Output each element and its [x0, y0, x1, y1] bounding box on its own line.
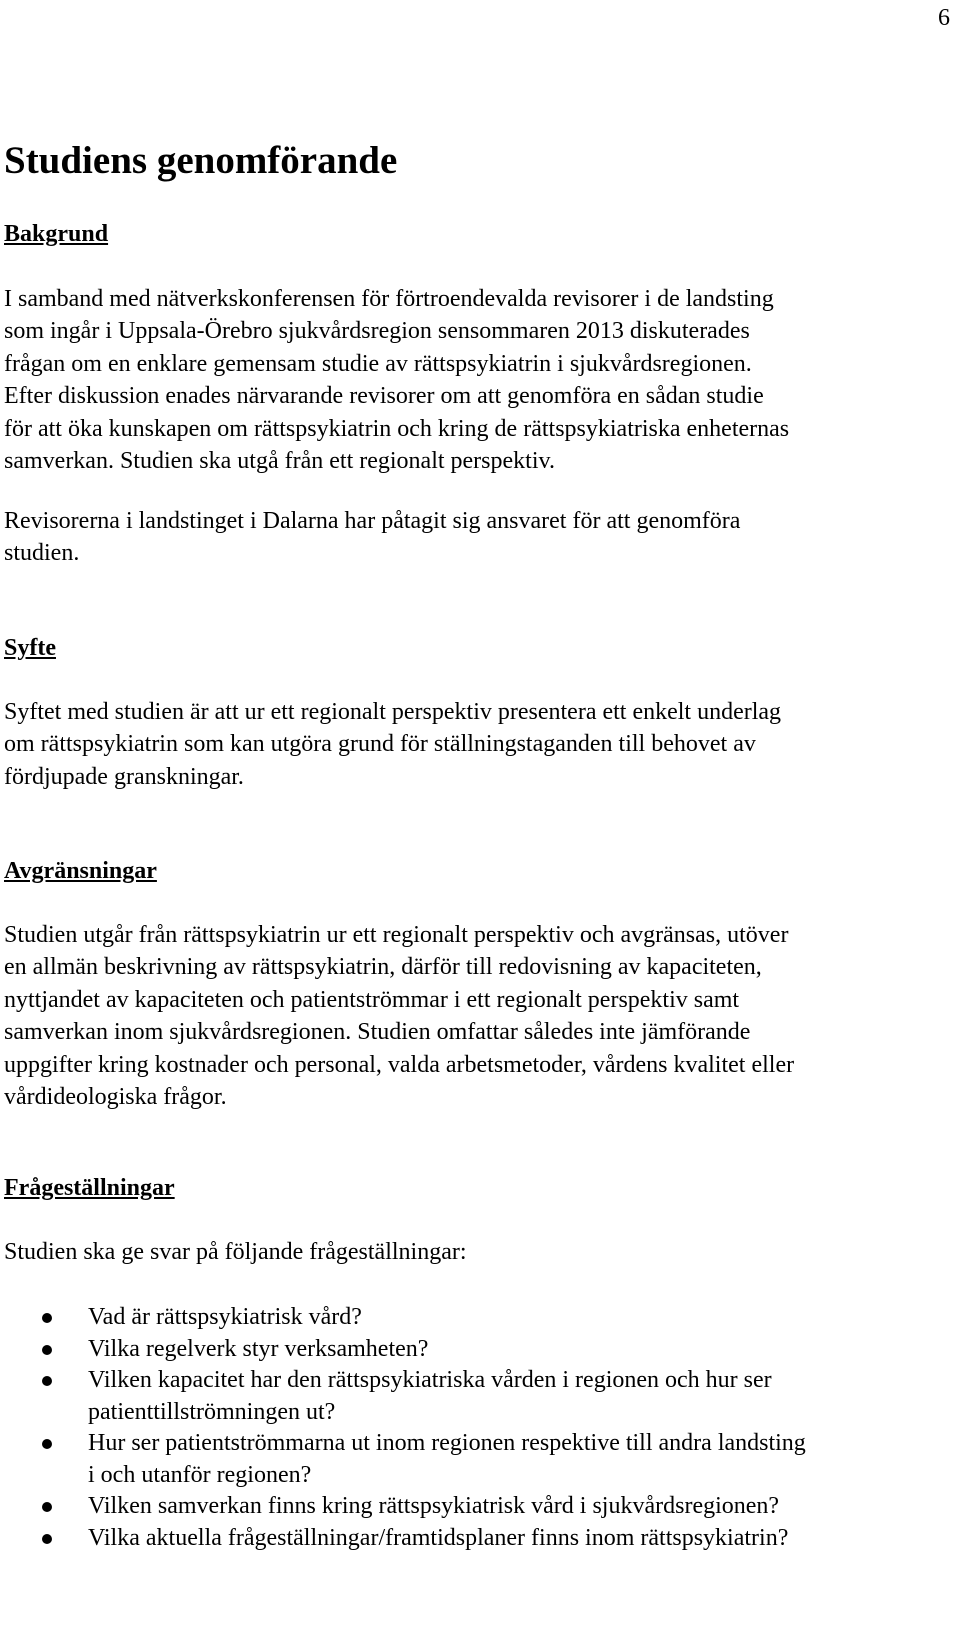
list-item-text: patienttillströmningen ut? [88, 1398, 336, 1425]
bullet-icon [42, 1376, 52, 1386]
text-line: I samband med nätverkskonferensen för förtroendevalda revisorer i de landsting [4, 286, 774, 312]
list-item-text: Vilken kapacitet har den rättspsykiatriska vården i regionen och hur ser [88, 1367, 772, 1393]
list-item-text: Vilka regelverk styr verksamheten? [88, 1335, 429, 1362]
text-line: för att öka kunskapen om rättspsykiatrin och kring de rättspsykiatriska enheternas [4, 415, 790, 442]
text-line: en allmän beskrivning av rättspsykiatrin, därför till redovisning av kapaciteten, [4, 954, 762, 981]
list-item [4, 1302, 954, 1334]
list-item [4, 1428, 954, 1491]
text-line: fördjupade granskningar. [4, 763, 244, 790]
list-item-text: Vilken samverkan finns kring rättspsykiatrisk vård i sjukvårdsregionen? [88, 1493, 780, 1519]
text-line: frågan om en enklare gemensam studie av rättspsykiatrin i sjukvårdsregionen. [4, 350, 752, 377]
bullet-icon [42, 1502, 52, 1512]
text-line: Syftet med studien är att ur ett regionalt perspektiv presentera ett enkelt underlag [4, 699, 782, 725]
heading-syfte: Syfte [4, 635, 56, 661]
text-line: studien. [4, 540, 80, 567]
text-line: nyttjandet av kapaciteten och patientströmmar i ett regionalt perspektiv samt [4, 986, 740, 1013]
paragraph-fragestallningar-intro [4, 1236, 952, 1268]
text-line: Efter diskussion enades närvarande revisorer om att genomföra en sådan studie [4, 383, 764, 410]
paragraph-avgransningar [4, 919, 952, 1113]
text-line: Studien utgår från rättspsykiatrin ur ett regionalt perspektiv och avgränsas, utöver [4, 922, 789, 948]
text-line: samverkan inom sjukvårdsregionen. Studien omfattar således inte jämförande [4, 1019, 751, 1046]
text-line: som ingår i Uppsala-Örebro sjukvårdsregion sensommaren 2013 diskuterades [4, 318, 750, 345]
list-item [4, 1365, 954, 1428]
bullet-icon [42, 1345, 52, 1355]
paragraph-bakgrund-1 [4, 283, 952, 477]
heading-fragestallningar: Frågeställningar [4, 1175, 175, 1201]
text-line: Studien ska ge svar på följande frågeställningar: [4, 1239, 467, 1265]
bullet-icon [42, 1439, 52, 1449]
bullet-icon [42, 1313, 52, 1323]
text-line: samverkan. Studien ska utgå från ett regionalt perspektiv. [4, 448, 555, 475]
page-title: Studiens genomförande [4, 139, 398, 182]
list-item-text: Hur ser patientströmmarna ut inom regionen respektive till andra landsting [88, 1430, 806, 1456]
list-item [4, 1523, 954, 1555]
list-item [4, 1491, 954, 1523]
text-line: vårdideologiska frågor. [4, 1084, 227, 1111]
list-item-text: i och utanför regionen? [88, 1461, 312, 1488]
list-item-text: Vilka aktuella frågeställningar/framtidsplaner finns inom rättspsykiatrin? [88, 1524, 789, 1551]
paragraph-syfte [4, 696, 952, 793]
list-item-text: Vad är rättspsykiatrisk vård? [88, 1304, 362, 1330]
list-item [4, 1334, 954, 1366]
text-line: uppgifter kring kostnader och personal, valda arbetsmetoder, vårdens kvalitet eller [4, 1051, 795, 1078]
paragraph-bakgrund-2 [4, 505, 952, 570]
heading-bakgrund: Bakgrund [4, 221, 109, 247]
page-number: 6 [938, 5, 950, 31]
heading-avgransningar: Avgränsningar [4, 858, 157, 884]
text-line: Revisorerna i landstinget i Dalarna har påtagit sig ansvaret för att genomföra [4, 508, 741, 534]
text-line: om rättspsykiatrin som kan utgöra grund för ställningstaganden till behovet av [4, 731, 756, 758]
question-list [4, 1302, 954, 1554]
bullet-icon [42, 1534, 52, 1544]
